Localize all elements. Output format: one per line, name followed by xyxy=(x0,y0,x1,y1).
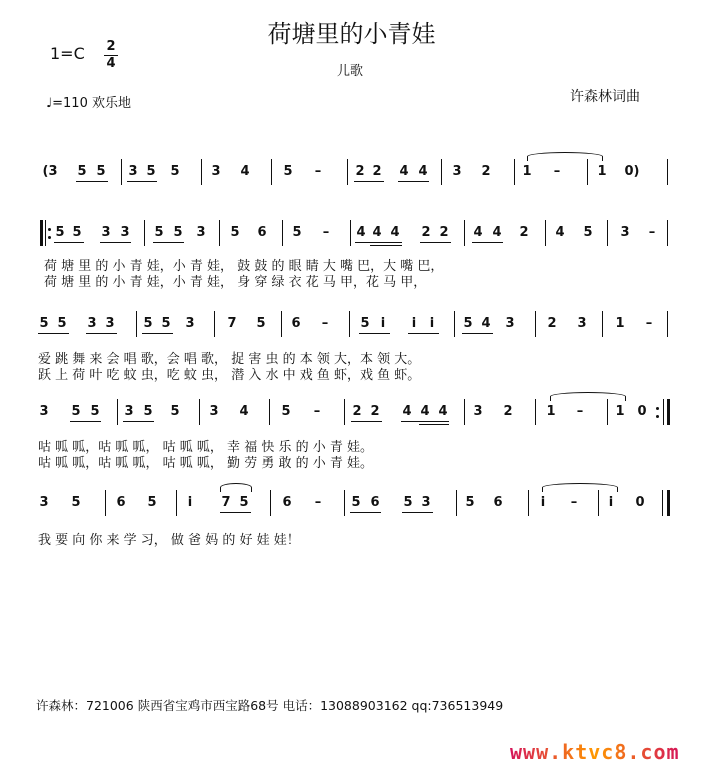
final-barline xyxy=(667,490,670,516)
note: 4 xyxy=(492,225,502,240)
note: 4 xyxy=(372,225,382,240)
barline xyxy=(350,220,351,246)
song-genre: 儿歌 xyxy=(337,64,364,79)
note: 2 xyxy=(503,404,513,419)
tempo-marking xyxy=(46,92,131,111)
note: 5 xyxy=(256,316,266,331)
note: 2 xyxy=(439,225,449,240)
rest-dash: – xyxy=(314,495,322,510)
repeat-dots xyxy=(48,228,51,240)
barline xyxy=(344,490,345,516)
note: 5 xyxy=(57,316,67,331)
note: 6 xyxy=(493,495,503,510)
note: 3 xyxy=(124,404,134,419)
note: 5 xyxy=(90,404,100,419)
note: 3 xyxy=(209,404,219,419)
repeat-end-barline xyxy=(667,399,670,425)
score-system-2 xyxy=(0,225,703,290)
note: 0 xyxy=(637,404,647,419)
rest-dash: – xyxy=(570,495,578,510)
note: 5 xyxy=(403,495,413,510)
note: (3 xyxy=(42,164,58,179)
lyrics-verse-2: 咕 呱 呱，咕 呱 呱， 咕 呱 呱， 勤 劳 勇 敢 的 小 青 娃。 xyxy=(38,456,373,471)
note: 1 xyxy=(597,164,607,179)
note: 5 xyxy=(360,316,370,331)
note: 3 xyxy=(101,225,111,240)
tempo-text: =110 欢乐地 xyxy=(52,96,131,111)
barline xyxy=(214,311,215,337)
note: 5 xyxy=(71,404,81,419)
note: 6 xyxy=(282,495,292,510)
song-author: 许森林词曲 xyxy=(570,89,640,105)
barline xyxy=(136,311,137,337)
barline xyxy=(441,159,442,185)
note: 5 xyxy=(465,495,475,510)
barline xyxy=(587,159,588,185)
note: 2 xyxy=(370,404,380,419)
barline xyxy=(270,490,271,516)
barline xyxy=(349,311,350,337)
note: 2 xyxy=(355,164,365,179)
note: 3 xyxy=(185,316,195,331)
note: 5 xyxy=(146,164,156,179)
song-title: 荷塘里的小青娃 xyxy=(267,20,436,48)
note: 5 xyxy=(55,225,65,240)
key-signature: 1=C xyxy=(50,44,85,63)
note: 3 xyxy=(505,316,515,331)
repeat-dots xyxy=(656,407,659,419)
barline xyxy=(464,220,465,246)
note: 5 xyxy=(292,225,302,240)
barline xyxy=(347,159,348,185)
note: 2 xyxy=(547,316,557,331)
lyrics-verse-1: 我 要 向 你 来 学 习， 做 爸 妈 的 好 娃 娃！ xyxy=(38,533,300,548)
note: 3 xyxy=(473,404,483,419)
barline xyxy=(514,159,515,185)
note: 3 xyxy=(39,404,49,419)
note: 3 xyxy=(620,225,630,240)
note: i xyxy=(608,495,614,510)
note: 6 xyxy=(257,225,267,240)
note: 5 xyxy=(147,495,157,510)
slur-arc xyxy=(220,483,252,492)
note: 7 xyxy=(227,316,237,331)
barline xyxy=(121,159,122,185)
quarter-note-icon: ♩ xyxy=(46,96,53,111)
note: 2 xyxy=(519,225,529,240)
time-signature-top: 2 xyxy=(106,39,116,54)
rest-dash: – xyxy=(648,225,656,240)
note: 5 xyxy=(173,225,183,240)
note: 5 xyxy=(463,316,473,331)
lyrics-verse-2: 跃 上 荷 叶 吃 蚊 虫，吃 蚊 虫， 潜 入 水 中 戏 鱼 虾，戏 鱼 虾。 xyxy=(38,368,421,383)
note: 4 xyxy=(402,404,412,419)
note: 5 xyxy=(143,316,153,331)
note: 6 xyxy=(116,495,126,510)
note: 2 xyxy=(481,164,491,179)
score-system-3 xyxy=(0,316,703,383)
note: 5 xyxy=(161,316,171,331)
contact-info: 许森林：721006 陕西省宝鸡市西宝路68号 电话：13088903162 qq:736513949 xyxy=(36,698,504,713)
note: 5 xyxy=(39,316,49,331)
lyrics-verse-1: 荷 塘 里 的 小 青 娃，小 青 娃， 鼓 鼓 的 眼 睛 大 嘴 巴，大 嘴 巴， xyxy=(44,259,444,274)
note: 3 xyxy=(105,316,115,331)
note: 4 xyxy=(481,316,491,331)
note: i xyxy=(411,316,417,331)
note: 1 xyxy=(546,404,556,419)
note: 3 xyxy=(577,316,587,331)
note: 5 xyxy=(170,404,180,419)
barline xyxy=(602,311,603,337)
barline xyxy=(176,490,177,516)
note: 5 xyxy=(96,164,106,179)
barline xyxy=(545,220,546,246)
tie-arc xyxy=(550,392,626,401)
note: 2 xyxy=(352,404,362,419)
barline xyxy=(219,220,220,246)
note: 3 xyxy=(196,225,206,240)
lyrics-verse-2: 荷 塘 里 的 小 青 娃，小 青 娃， 身 穿 绿 衣 花 马 甲，花 马 甲， xyxy=(44,275,427,290)
note: 6 xyxy=(370,495,380,510)
note: 5 xyxy=(143,404,153,419)
score-system-4 xyxy=(0,404,703,471)
barline xyxy=(535,311,536,337)
barline xyxy=(344,399,345,425)
note: 4 xyxy=(420,404,430,419)
barline xyxy=(282,220,283,246)
note: 5 xyxy=(239,495,249,510)
note: 0 xyxy=(635,495,645,510)
note: 4 xyxy=(438,404,448,419)
note: 5 xyxy=(283,164,293,179)
note: i xyxy=(380,316,386,331)
note: 3 xyxy=(87,316,97,331)
note: i xyxy=(429,316,435,331)
note: 3 xyxy=(452,164,462,179)
note: 5 xyxy=(154,225,164,240)
rest-dash: – xyxy=(645,316,653,331)
note: 4 xyxy=(399,164,409,179)
barline xyxy=(607,220,608,246)
score-system-1 xyxy=(0,164,703,224)
note: 1 xyxy=(615,316,625,331)
note: 5 xyxy=(230,225,240,240)
note: 4 xyxy=(356,225,366,240)
tie-arc xyxy=(542,483,618,492)
note: 4 xyxy=(418,164,428,179)
score-system-5 xyxy=(0,495,703,555)
barline xyxy=(528,490,529,516)
barline xyxy=(454,311,455,337)
note: 5 xyxy=(351,495,361,510)
repeat-start-barline xyxy=(40,220,43,246)
rest-dash: – xyxy=(313,404,321,419)
rest-dash: – xyxy=(553,164,561,179)
barline xyxy=(269,399,270,425)
note: 1 xyxy=(615,404,625,419)
barline xyxy=(117,399,118,425)
barline xyxy=(607,399,608,425)
lyrics-verse-1: 咕 呱 呱，咕 呱 呱， 咕 呱 呱， 幸 福 快 乐 的 小 青 娃。 xyxy=(38,440,373,455)
lyrics-verse-1: 爱 跳 舞 来 会 唱 歌，会 唱 歌， 捉 害 虫 的 本 领 大，本 领 大。 xyxy=(38,352,421,367)
note: 4 xyxy=(390,225,400,240)
note: 4 xyxy=(473,225,483,240)
note: 4 xyxy=(555,225,565,240)
rest-dash: – xyxy=(322,225,330,240)
barline xyxy=(201,159,202,185)
note: i xyxy=(187,495,193,510)
barline xyxy=(456,490,457,516)
time-signature-bottom: 4 xyxy=(106,56,116,71)
barline xyxy=(667,220,668,246)
note: 0) xyxy=(624,164,640,179)
note: 3 xyxy=(120,225,130,240)
note: 5 xyxy=(170,164,180,179)
barline xyxy=(667,159,668,185)
note: 2 xyxy=(421,225,431,240)
barline xyxy=(105,490,106,516)
note: 3 xyxy=(421,495,431,510)
site-watermark: www.ktvc8.com xyxy=(510,740,680,764)
barline xyxy=(271,159,272,185)
note: 5 xyxy=(71,495,81,510)
note: i xyxy=(540,495,546,510)
note: 5 xyxy=(281,404,291,419)
note: 3 xyxy=(128,164,138,179)
note: 6 xyxy=(291,316,301,331)
note: 3 xyxy=(39,495,49,510)
note: 1 xyxy=(522,164,532,179)
barline xyxy=(667,311,668,337)
note: 5 xyxy=(72,225,82,240)
barline xyxy=(144,220,145,246)
tie-arc xyxy=(527,152,603,161)
barline xyxy=(199,399,200,425)
barline xyxy=(535,399,536,425)
time-signature xyxy=(104,40,118,71)
note: 2 xyxy=(372,164,382,179)
note: 5 xyxy=(583,225,593,240)
barline xyxy=(598,490,599,516)
note: 4 xyxy=(239,404,249,419)
note: 5 xyxy=(77,164,87,179)
rest-dash: – xyxy=(314,164,322,179)
note: 7 xyxy=(221,495,231,510)
note: 3 xyxy=(211,164,221,179)
barline xyxy=(464,399,465,425)
rest-dash: – xyxy=(321,316,329,331)
note: 4 xyxy=(240,164,250,179)
rest-dash: – xyxy=(576,404,584,419)
barline xyxy=(281,311,282,337)
